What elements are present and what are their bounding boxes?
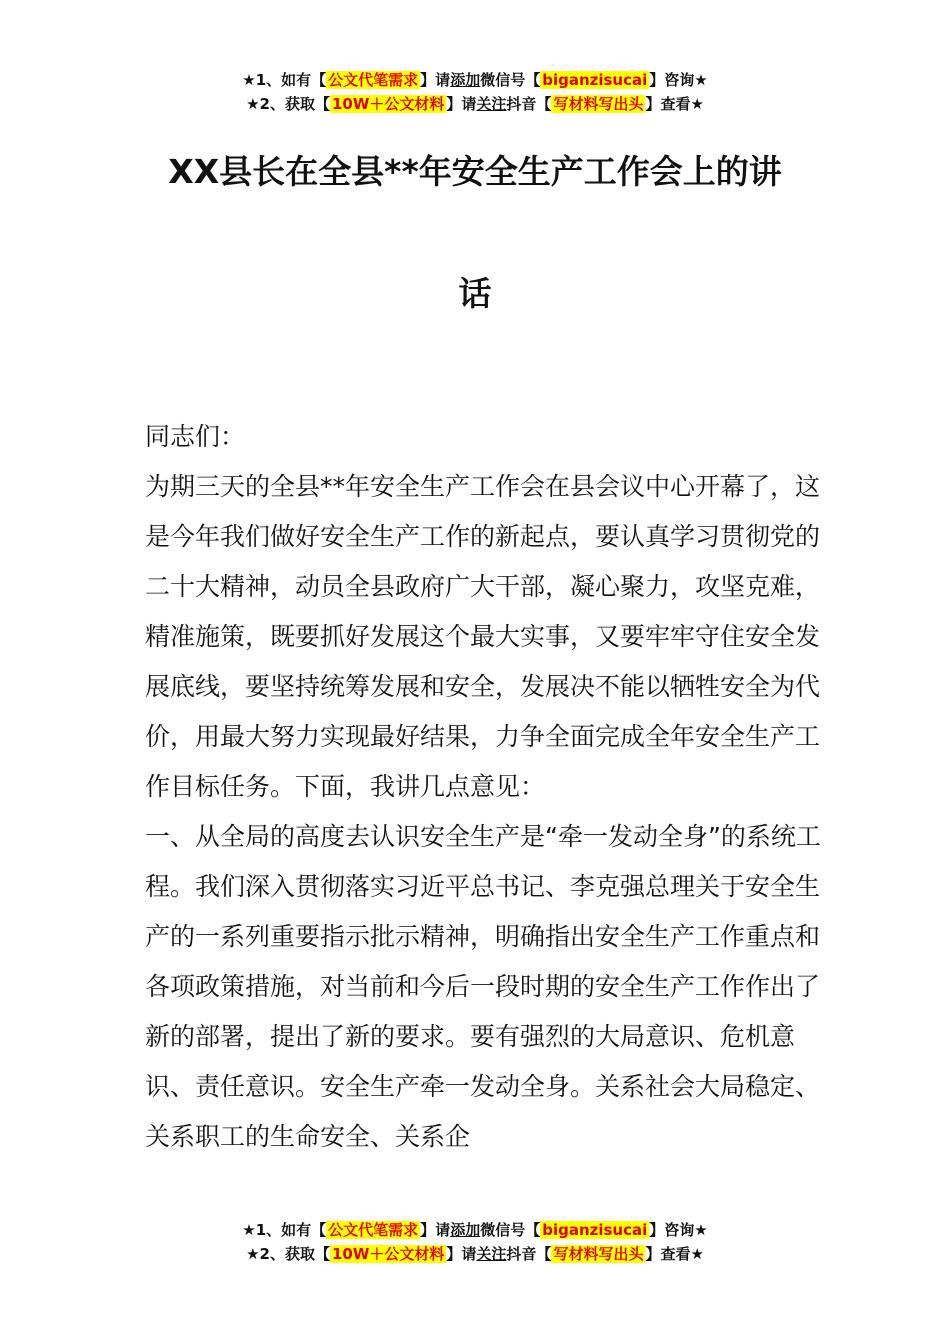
banner-text: 】查看★ — [645, 1245, 704, 1263]
document-title-line-1: XX县长在全县**年安全生产工作会上的讲 — [168, 152, 782, 191]
banner-text: ★1、如有【 — [242, 71, 327, 89]
banner-line-2 — [0, 1242, 950, 1266]
banner-line-2 — [0, 92, 950, 116]
banner-douyin-id: 写材料写出头 — [553, 95, 644, 113]
document-title-line-2: 话 — [458, 274, 492, 313]
paragraph-2: 一、从全局的高度去认识安全生产是“牵一发动全身”的系统工程。我们深入贯彻落实习近平总书记、李克强总理关于安全生产的一系列重要指示批示精神，明确指出安全生产工作重点和各项政策措施，对当前和今后一段时期的安全生产工作作出了新的部署，提出了新的要求。要有强烈的大局意识、危机意识、责任意识。安全生产牵一发动全身。关系社会大局稳定、关系职工的生命安全、关系企 — [145, 822, 821, 1151]
banner-text: ★1、如有【 — [242, 1221, 327, 1239]
banner-text: ★2、获取【 — [246, 95, 330, 113]
footer-banner — [0, 1218, 950, 1266]
banner-text: 】查看★ — [645, 95, 704, 113]
banner-text: 微信号【 — [480, 1221, 541, 1239]
banner-highlight: 公文代笔需求 — [328, 71, 419, 89]
document-body — [145, 412, 835, 1162]
paragraph-1: 为期三天的全县**年安全生产工作会在县会议中心开幕了，这是今年我们做好安全生产工作的新起点，要认真学习贯彻党的二十大精神，动员全县政府广大干部，凝心聚力，攻坚克难，精准施策，既要抓好发展这个最大实事，又要牢牢守住安全发展底线，要坚持统筹发展和安全，发展决不能以牺牲安全为代价，用最大努力实现最好结果，力争全面完成全年安全生产工作目标任务。下面，我讲几点意见： — [145, 472, 821, 801]
banner-underline: 添加 — [450, 1221, 481, 1239]
banner-text: 】请 — [446, 1245, 477, 1263]
banner-underline: 添加 — [450, 71, 481, 89]
banner-text: 】请 — [446, 95, 477, 113]
banner-text: 】咨询★ — [649, 1221, 708, 1239]
banner-text: 抖音【 — [506, 95, 552, 113]
banner-douyin-id: 写材料写出头 — [553, 1245, 644, 1263]
banner-line-1 — [0, 1218, 950, 1242]
banner-text: 】请 — [420, 71, 451, 89]
banner-text: ★2、获取【 — [246, 1245, 330, 1263]
salutation: 同志们： — [145, 422, 246, 451]
banner-text: 微信号【 — [480, 71, 541, 89]
banner-wechat-id: biganzisucai — [542, 1221, 648, 1239]
banner-underline: 关注 — [476, 95, 507, 113]
banner-line-1 — [0, 68, 950, 92]
banner-highlight: 10W＋公文材料 — [331, 95, 445, 113]
header-banner — [0, 68, 950, 116]
banner-underline: 关注 — [476, 1245, 507, 1263]
banner-highlight: 10W＋公文材料 — [331, 1245, 445, 1263]
banner-text: 】咨询★ — [649, 71, 708, 89]
banner-text: 】请 — [420, 1221, 451, 1239]
banner-wechat-id: biganzisucai — [542, 71, 648, 89]
banner-highlight: 公文代笔需求 — [328, 1221, 419, 1239]
banner-text: 抖音【 — [506, 1245, 552, 1263]
